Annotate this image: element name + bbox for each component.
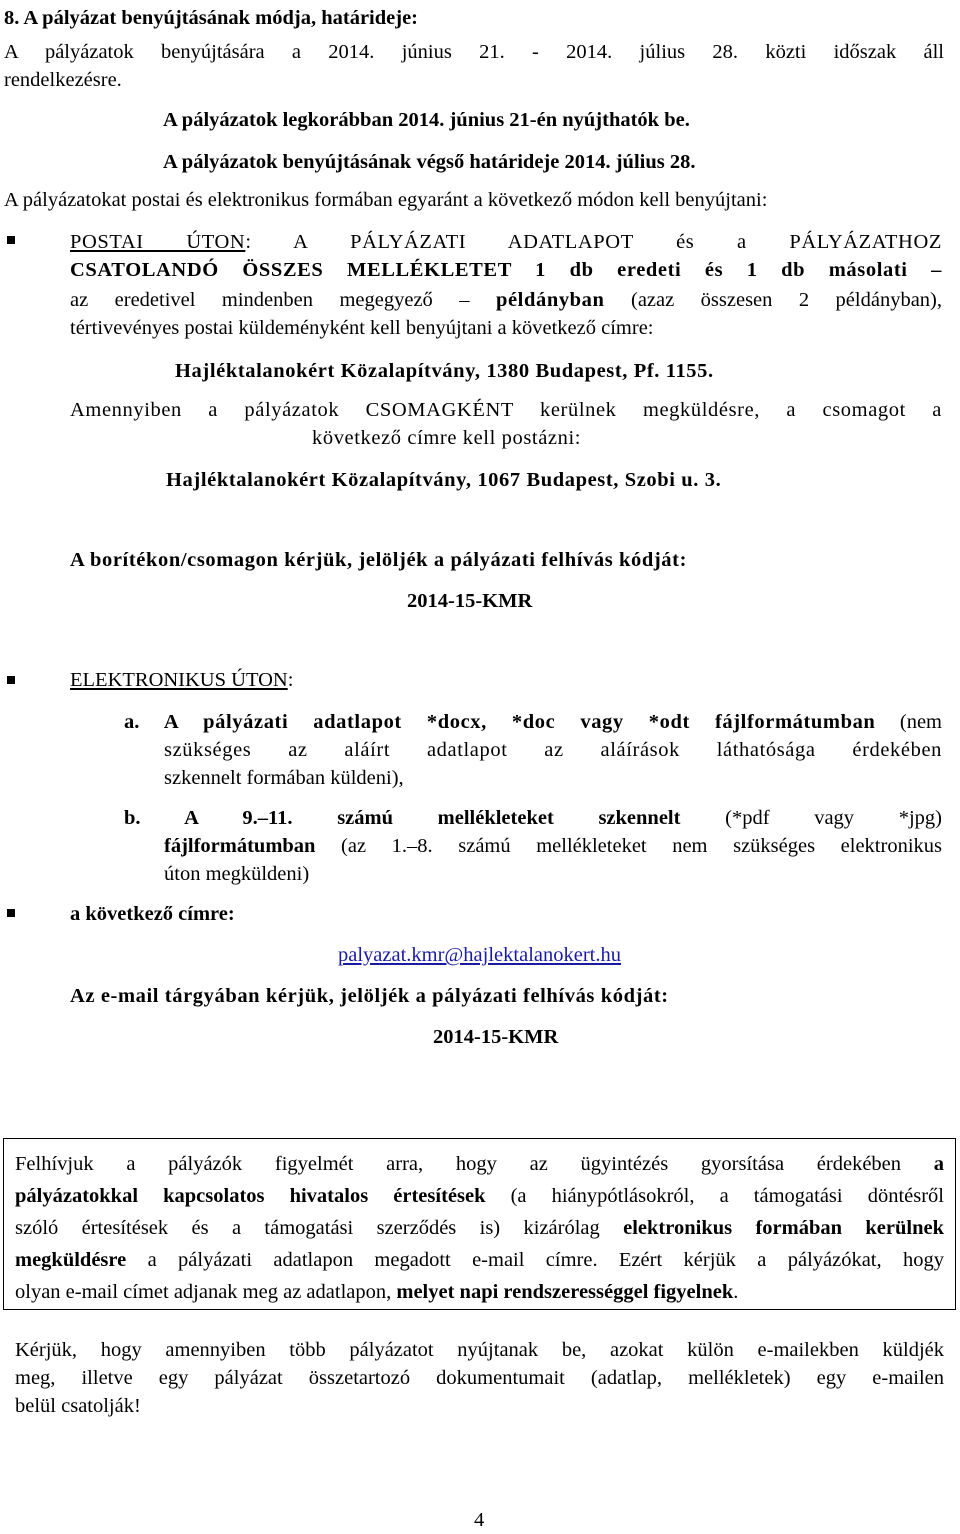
notice-line-5-b: melyet napi rendszerességgel figyelnek: [396, 1281, 734, 1303]
notice-line-3-b: elektronikus formában kerülnek: [623, 1217, 944, 1239]
notice-line-4-b: a pályázati adatlapon megadott e-mail címre. Ezért kérjük a pályázókat, hogy: [126, 1249, 944, 1271]
item-a-marker: a.: [124, 711, 140, 733]
notice-line-2: [15, 1182, 944, 1210]
submission-intro: A pályázatokat postai és elektronikus formában egyaránt a következő módon kell benyújtani:: [4, 189, 768, 211]
availability-line-2: rendelkezésre.: [4, 69, 122, 91]
package-line-2: következő címre kell postázni:: [312, 427, 582, 449]
notice-line-5: [15, 1278, 738, 1306]
electronic-item-a-line-2: szükséges az aláírt adatlapot az aláírások láthatósága érdekében: [164, 739, 942, 761]
notice-line-3: [15, 1214, 944, 1242]
bullet-icon: [7, 236, 15, 244]
email-link[interactable]: palyazat.kmr@hajlektalanokert.hu: [338, 944, 621, 966]
closing-line-3: belül csatolják!: [15, 1395, 141, 1417]
postal-line-2: CSATOLANDÓ ÖSSZES MELLÉKLETET 1 db eredeti és 1 db másolati –: [70, 259, 942, 281]
closing-line-2: meg, illetve egy pályázat összetartozó dokumentumait (adatlap, mellékletek) egy e-mailen: [15, 1367, 944, 1389]
postal-line-3-c: (azaz összesen 2 példányban),: [604, 289, 942, 311]
postal-line-1: [70, 228, 942, 256]
notice-line-1-b: a: [933, 1153, 944, 1175]
item-b-line-2-rest: (az 1.–8. számú mellékleteket nem szükséges elektronikus: [315, 835, 942, 857]
electronic-colon: :: [287, 669, 294, 691]
electronic-item-b-line-1: [124, 804, 942, 832]
notice-line-4: [15, 1246, 944, 1274]
package-line-1: Amennyiben a pályázatok CSOMAGKÉNT kerülnek megküldésre, a csomagot a: [70, 399, 942, 421]
electronic-address-label: a következő címre:: [70, 903, 235, 925]
notice-line-4-a: megküldésre: [15, 1249, 127, 1271]
item-a-bold: A pályázati adatlapot *docx, *doc vagy *odt fájlformátumban: [163, 711, 876, 733]
electronic-item-a-line-3: szkennelt formában küldeni),: [164, 767, 404, 789]
bullet-icon: [7, 909, 15, 917]
earliest-date: A pályázatok legkorábban 2014. június 21-én nyújthatók be.: [163, 109, 690, 131]
electronic-tender-code: 2014-15-KMR: [433, 1026, 559, 1048]
notice-line-1: [15, 1150, 944, 1178]
package-address: Hajléktalanokért Közalapítvány, 1067 Budapest, Szobi u. 3.: [166, 469, 722, 491]
postal-line-3-a: az eredetivel mindenben megegyező –: [70, 289, 496, 311]
postal-copies-bold: példányban: [495, 289, 605, 311]
item-b-rest: (*pdf vagy *jpg): [680, 807, 943, 829]
page-number: 4: [474, 1509, 485, 1531]
notice-line-2-b: (a hiánypótlásokról, a támogatási döntésről: [485, 1185, 944, 1207]
item-a-rest: (nem: [875, 711, 943, 733]
closing-line-1: Kérjük, hogy amennyiben több pályázatot nyújtanak be, azokat külön e-mailekben küldjék: [15, 1339, 944, 1361]
electronic-heading: [70, 666, 293, 694]
notice-line-1-a: Felhívjuk a pályázók figyelmét arra, hogy az ügyintézés gyorsítása érdekében: [15, 1153, 934, 1175]
item-b-format-bold: fájlformátumban: [164, 835, 316, 857]
availability-line-1: A pályázatok benyújtására a 2014. június 21. - 2014. július 28. közti időszak áll: [4, 41, 944, 63]
item-b-bold: b. A 9.–11. számú mellékleteket szkennelt: [124, 807, 681, 829]
subject-code-request: Az e-mail tárgyában kérjük, jelöljék a pályázati felhívás kódját:: [70, 985, 669, 1007]
postal-address: Hajléktalanokért Közalapítvány, 1380 Budapest, Pf. 1155.: [175, 360, 714, 382]
postal-line-1-rest: : A PÁLYÁZATI ADATLAPOT és a PÁLYÁZATHOZ: [245, 231, 942, 253]
notice-line-5-a: olyan e-mail címet adjanak meg az adatlapon,: [15, 1281, 397, 1303]
section-heading: 8. A pályázat benyújtásának módja, határideje:: [4, 7, 419, 29]
postal-tender-code: 2014-15-KMR: [407, 590, 533, 612]
electronic-label: ELEKTRONIKUS ÚTON: [70, 669, 288, 691]
notice-line-5-c: .: [733, 1281, 739, 1303]
notice-line-2-a: pályázatokkal kapcsolatos hivatalos értesítések: [15, 1185, 486, 1207]
electronic-item-a-line-1: [124, 708, 942, 736]
postal-label: POSTAI ÚTON: [70, 231, 246, 253]
bullet-icon: [7, 676, 15, 684]
envelope-code-request: A borítékon/csomagon kérjük, jelöljék a pályázati felhívás kódját:: [70, 549, 688, 571]
notice-line-3-a: szóló értesítések és a támogatási szerződés is) kizárólag: [15, 1217, 624, 1239]
electronic-item-b-line-2: [164, 832, 942, 860]
electronic-item-b-line-3: úton megküldeni): [164, 863, 310, 885]
postal-line-3: [70, 286, 942, 314]
postal-line-4: tértivevényes postai küldeményként kell benyújtani a következő címre:: [70, 317, 654, 339]
deadline-date: A pályázatok benyújtásának végső határideje 2014. július 28.: [163, 151, 696, 173]
